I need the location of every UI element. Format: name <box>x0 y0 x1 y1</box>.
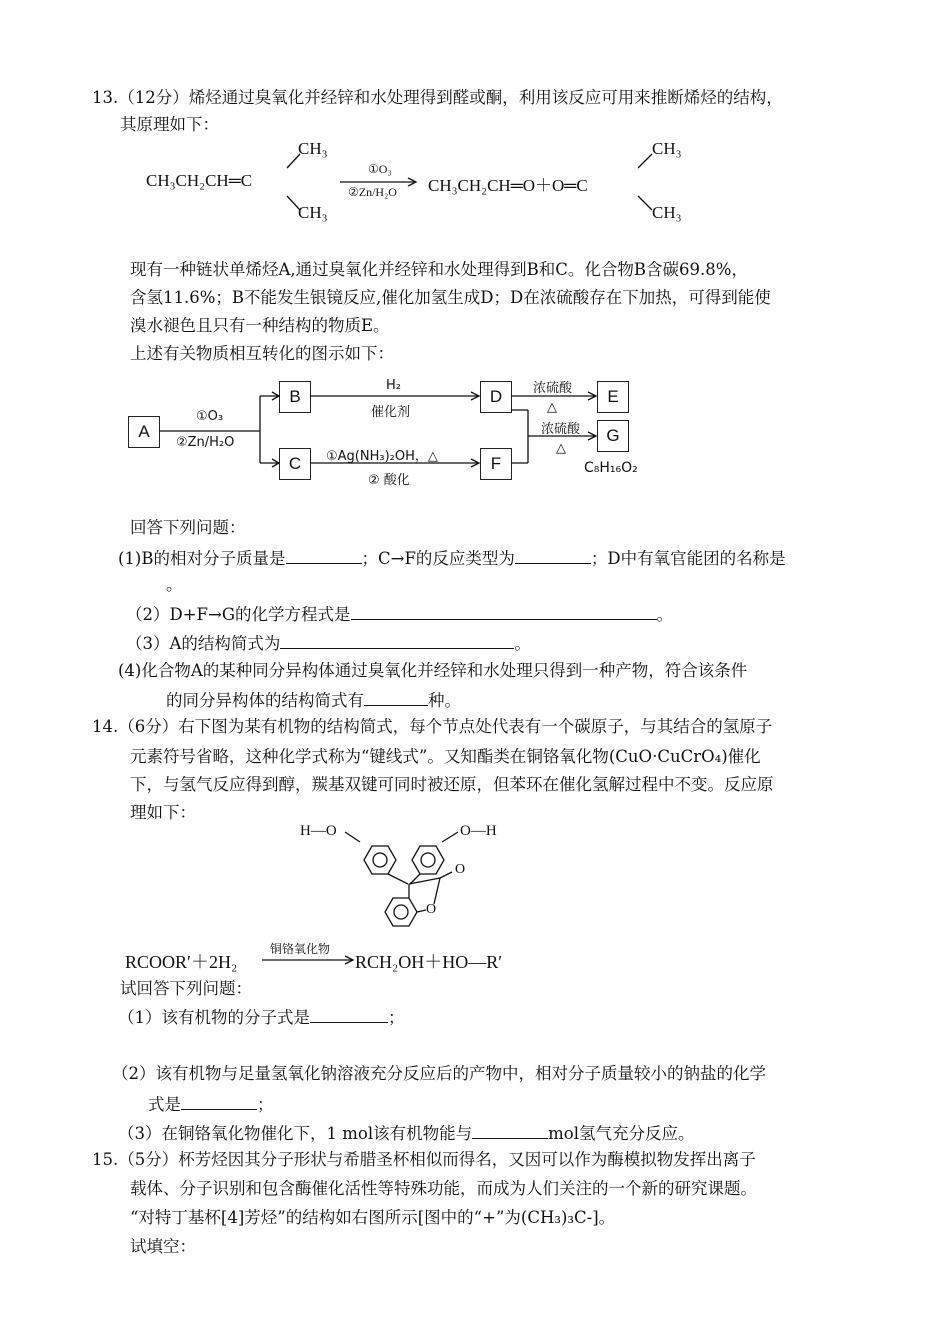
a-condition-1: ①O₃ <box>196 409 224 424</box>
scheme-condition-bottom: ②Zn/H₂O <box>348 185 397 199</box>
q15-line1: 15.（5分）杯芳烃因其分子形状与希腊圣杯相似而得名，又因可以作为酶模拟物发挥出离子 <box>92 1150 756 1169</box>
q13-sub4-end: 种。 <box>428 691 461 710</box>
answer-blank-hydrogen-mol[interactable] <box>472 1120 548 1139</box>
arrowhead <box>408 178 416 186</box>
bond-line <box>388 874 408 884</box>
fg-condition-top: 浓硫酸 <box>541 422 581 437</box>
q13-sub2-text: （2）D+F→G的化学方程式是 <box>126 605 351 624</box>
q15-line4: 试填空： <box>130 1237 196 1256</box>
aromatic-circle <box>394 905 408 919</box>
q14-line2: 元素符号省略，这种化学式称为“键线式”。又知酯类在铜铬氧化物(CuO·CuCrO₄)催化 <box>130 747 761 766</box>
arrowhead <box>272 392 279 400</box>
bond-line <box>410 874 420 884</box>
q13-para3: 溴水褪色且只有一种结构的物质E。 <box>130 316 390 335</box>
q14-sub3 <box>118 1120 694 1146</box>
q13-sub4-line2 <box>166 687 461 713</box>
node-d: D <box>480 381 512 413</box>
node-b: B <box>279 381 311 413</box>
q14-line4: 理如下： <box>130 803 196 822</box>
q13-line2: 其原理如下： <box>120 115 219 134</box>
q13-sub4-text: 的同分异构体的结构简式有 <box>166 691 364 710</box>
q13-sub1-text-b: ；C→F的反应类型为 <box>361 549 515 568</box>
arrowhead <box>345 956 353 964</box>
fg-condition-bottom: △ <box>556 441 566 456</box>
q13-sub1-text-c: ；D中有氧官能团的名称是 <box>590 549 786 568</box>
q13-sub3-end: 。 <box>514 634 531 653</box>
q13-para2: 含氢11.6%；B不能发生银镜反应,催化加氢生成D；D在浓硫酸存在下加热，可得到能使 <box>130 288 771 307</box>
bond-line <box>638 154 652 168</box>
structure-oh-right: O—H <box>460 823 497 839</box>
benzene-ring-right <box>412 846 444 874</box>
benzene-ring-left <box>364 846 396 874</box>
node-g: G <box>597 420 629 452</box>
q13-sub3 <box>126 630 531 656</box>
de-condition-bottom: △ <box>547 400 557 415</box>
node-e: E <box>597 381 629 413</box>
q13-sub1-end: 。 <box>166 575 183 594</box>
aromatic-circle <box>373 853 387 867</box>
q15-line2: 载体、分子识别和包含酶催化活性等特殊功能，而成为人们关注的一个新的研究课题。 <box>130 1179 757 1198</box>
arrowhead <box>272 459 279 467</box>
scheme-product-ch3-bottom: CH₃ <box>652 203 682 222</box>
q13-sub1 <box>118 545 786 571</box>
q13-sub2 <box>126 601 673 627</box>
bond-line <box>417 910 426 912</box>
bond-line <box>442 832 458 842</box>
q13-sub3-text: （3）A的结构简式为 <box>126 634 281 653</box>
q14-sub1-text: （1）该有机物的分子式是 <box>118 1008 310 1027</box>
q14-sub2-end: ； <box>257 1095 274 1114</box>
structure-ring-o: O <box>426 902 437 917</box>
g-formula: C₈H₁₆O₂ <box>584 460 638 476</box>
scheme-reactant: CH₃CH₂CH═C <box>146 171 253 190</box>
bond-line <box>440 872 452 878</box>
q14-sub2-text: 式是 <box>148 1095 181 1114</box>
q13-ask: 回答下列问题： <box>130 518 246 537</box>
bond-line <box>345 832 360 842</box>
benzene-ring-fused <box>385 898 417 926</box>
arrowhead <box>588 392 596 400</box>
q14-sub3-end: mol氢气充分反应。 <box>548 1124 695 1143</box>
scheme-condition-top: ①O₃ <box>368 162 392 176</box>
bond-line <box>434 878 440 904</box>
answer-blank-isomer-count[interactable] <box>364 687 428 706</box>
cf-condition-bottom: ② 酸化 <box>368 473 410 488</box>
de-condition-top: 浓硫酸 <box>533 381 573 396</box>
scheme-ch3-bottom: CH₃ <box>298 203 328 222</box>
arrowhead <box>471 459 479 467</box>
equation-condition: 铜铬氧化物 <box>270 942 331 956</box>
q13-sub1-text-a: (1)B的相对分子质量是 <box>118 549 286 568</box>
bond-line <box>638 196 652 210</box>
aromatic-circle <box>421 853 435 867</box>
q13-para4: 上述有关物质相互转化的图示如下： <box>130 344 394 363</box>
q15-line3: “对特丁基杯[4]芳烃”的结构如右图所示[图中的“+”为(CH₃)₃C-]。 <box>130 1208 616 1227</box>
answer-blank-b-molar-mass[interactable] <box>286 545 362 564</box>
cf-condition-top: ①Ag(NH₃)₂OH，△ <box>326 449 438 464</box>
node-a: A <box>128 416 160 448</box>
answer-blank-sodium-salt[interactable] <box>181 1091 257 1110</box>
bd-condition-bottom: 催化剂 <box>371 405 411 420</box>
scheme-products: CH₃CH₂CH═O＋O═C <box>428 176 588 195</box>
q14-sub3-text: （3）在铜铬氧化物催化下，1 mol该有机物能与 <box>118 1124 473 1143</box>
arrowhead <box>471 392 479 400</box>
q13-line1: 13.（12分）烯烃通过臭氧化并经锌和水处理得到醛或酮，利用该反应可用来推断烯烃的结构， <box>92 88 783 107</box>
arrowhead <box>588 432 596 440</box>
q14-sub1 <box>118 1004 405 1030</box>
answer-blank-equation[interactable] <box>351 601 657 620</box>
q13-sub4: (4)化合物A的某种同分异构体通过臭氧化并经锌和水处理只得到一种产物，符合该条件 <box>118 661 748 680</box>
scheme-product-ch3-top: CH₃ <box>652 139 682 158</box>
q14-sub2: （2）该有机物与足量氢氧化钠溶液充分反应后的产物中，相对分子质量较小的钠盐的化学 <box>112 1064 766 1083</box>
structure-ho-left: H—O <box>300 823 337 839</box>
scheme-ch3-top: CH₃ <box>298 139 328 158</box>
q14-line3: 下，与氢气反应得到醇，羰基双键可同时被还原，但苯环在催化氢解过程中不变。反应原 <box>130 775 774 794</box>
q13-sub2-end: 。 <box>656 605 674 624</box>
structure-carbonyl-o: O <box>455 862 466 877</box>
bond-line <box>409 878 440 884</box>
answer-blank-molecular-formula[interactable] <box>310 1004 388 1023</box>
node-f: F <box>480 448 512 480</box>
answer-blank-reaction-type[interactable] <box>515 545 591 564</box>
q13-para1: 现有一种链状单烯烃A,通过臭氧化并经锌和水处理得到B和C。化合物B含碳69.8%， <box>130 260 748 279</box>
q14-sub1-end: ； <box>388 1008 405 1027</box>
equation-right: RCH₂OH＋HO—R′ <box>355 952 503 972</box>
answer-blank-structure-a[interactable] <box>280 630 514 649</box>
q14-ask: 试回答下列问题： <box>120 979 252 998</box>
q14-sub2-line2 <box>148 1091 274 1117</box>
node-c: C <box>279 448 311 480</box>
bd-condition-top: H₂ <box>386 378 401 393</box>
a-condition-2: ②Zn/H₂O <box>176 435 235 450</box>
equation-left: RCOOR′＋2H₂ <box>125 952 238 972</box>
q14-line1: 14.（6分）右下图为某有机物的结构简式，每个节点处代表有一个碳原子，与其结合的氢原子 <box>92 717 773 736</box>
